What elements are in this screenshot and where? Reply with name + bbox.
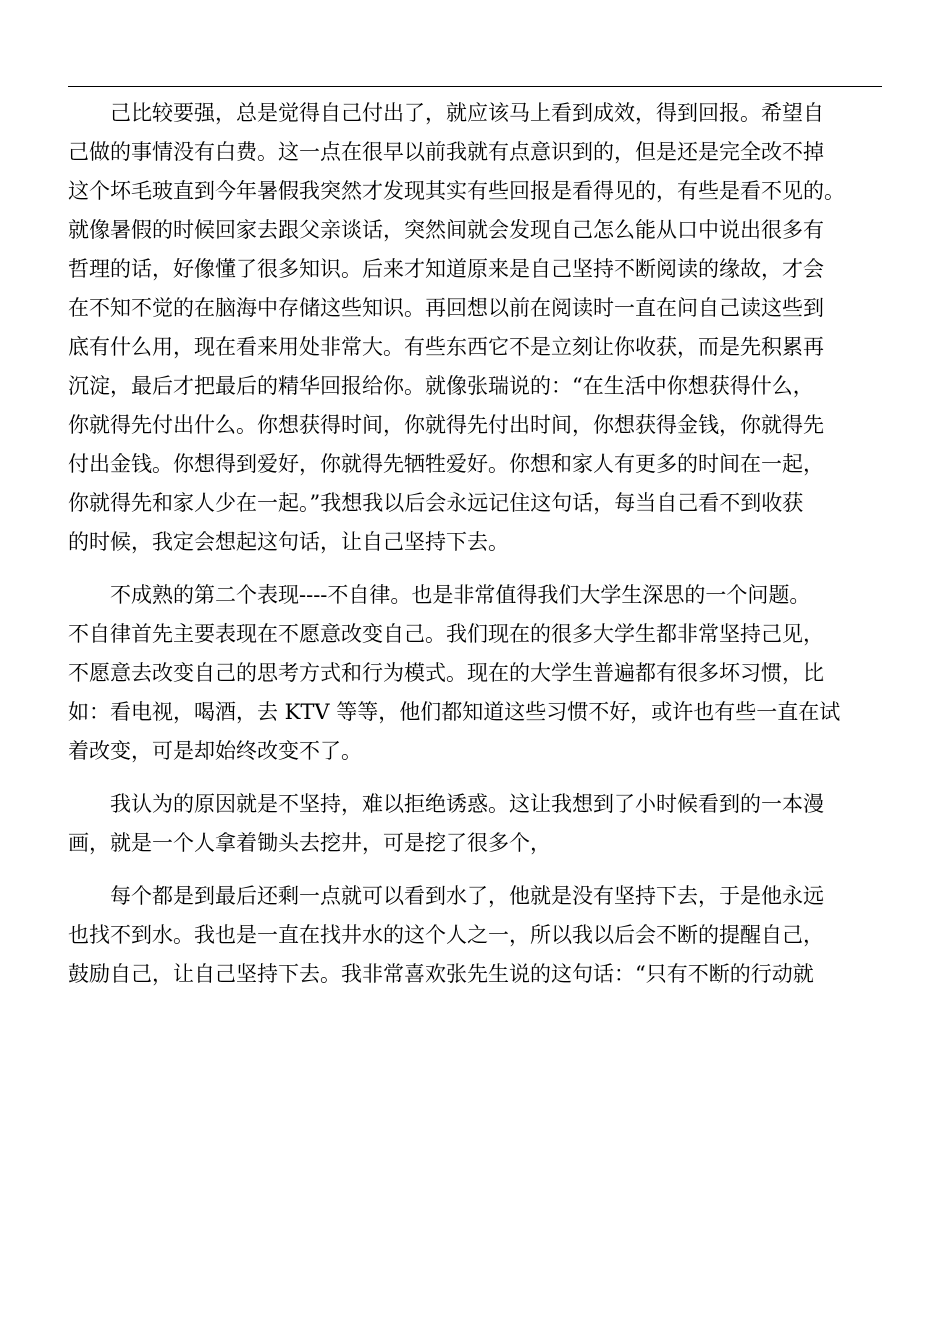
paragraph-gap xyxy=(68,771,882,785)
text-line: 底有什么用，现在看来用处非常大。有些东西它不是立刻让你收获，而是先积累再 xyxy=(68,335,824,359)
text-line: 己比较要强，总是觉得自己付出了，就应该马上看到成效，得到回报。希望自 xyxy=(110,101,824,125)
text-line: 着改变，可是却始终改变不了。 xyxy=(68,739,362,763)
body-text xyxy=(68,94,882,994)
text-line: 就像暑假的时候回家去跟父亲谈话，突然间就会发现自己怎么能从口中说出很多有 xyxy=(68,218,824,242)
text-line: 这个坏毛玻直到今年暑假我突然才发现其实有些回报是看得见的，有些是看不见的。 xyxy=(68,179,845,203)
text-line: 付出金钱。你想得到爱好，你就得先牺牲爱好。你想和家人有更多的时间在一起， xyxy=(68,452,824,476)
text-line: 你就得先付出什么。你想获得时间，你就得先付出时间，你想获得金钱，你就得先 xyxy=(68,413,824,437)
text-line: 不成熟的第二个表现----不自律。也是非常值得我们大学生深思的一个问题。 xyxy=(110,583,811,607)
text-line: 不自律首先主要表现在不愿意改变自己。我们现在的很多大学生都非常坚持己见， xyxy=(68,622,824,646)
text-line: 画，就是一个人拿着锄头去挖井，可是挖了很多个， xyxy=(68,831,551,855)
paragraph-gap xyxy=(68,863,882,877)
text-line: 沉淀，最后才把最后的精华回报给你。就像张瑞说的：“在生活中你想获得什么， xyxy=(68,374,814,398)
text-line: 哲理的话，好像懂了很多知识。后来才知道原来是自己坚持不断阅读的缘故，才会 xyxy=(68,257,824,281)
text-line: 每个都是到最后还剩一点就可以看到水了，他就是没有坚持下去，于是他永远 xyxy=(110,884,824,908)
text-line: 如：看电视，喝酒，去 KTV 等等，他们都知道这些习惯不好，或许也有些一直在试 xyxy=(68,700,841,724)
text-line: 也找不到水。我也是一直在找井水的这个人之一，所以我以后会不断的提醒自己， xyxy=(68,923,824,947)
text-line: 己做的事情没有白费。这一点在很早以前我就有点意识到的，但是还是完全改不掉 xyxy=(68,140,824,164)
text-line: 我认为的原因就是不坚持，难以拒绝诱惑。这让我想到了小时候看到的一本漫 xyxy=(110,792,824,816)
header-rule xyxy=(68,86,882,87)
text-line: 的时候，我定会想起这句话，让自己坚持下去。 xyxy=(68,530,509,554)
text-line: 你就得先和家人少在一起。”我想我以后会永远记住这句话，每当自己看不到收获 xyxy=(68,491,804,515)
text-line: 鼓励自己，让自己坚持下去。我非常喜欢张先生说的这句话：“只有不断的行动就 xyxy=(68,962,814,986)
paragraph-gap xyxy=(68,562,882,576)
text-line: 在不知不觉的在脑海中存储这些知识。再回想以前在阅读时一直在问自己读这些到 xyxy=(68,296,824,320)
text-line: 不愿意去改变自己的思考方式和行为模式。现在的大学生普遍都有很多坏习惯，比 xyxy=(68,661,824,685)
